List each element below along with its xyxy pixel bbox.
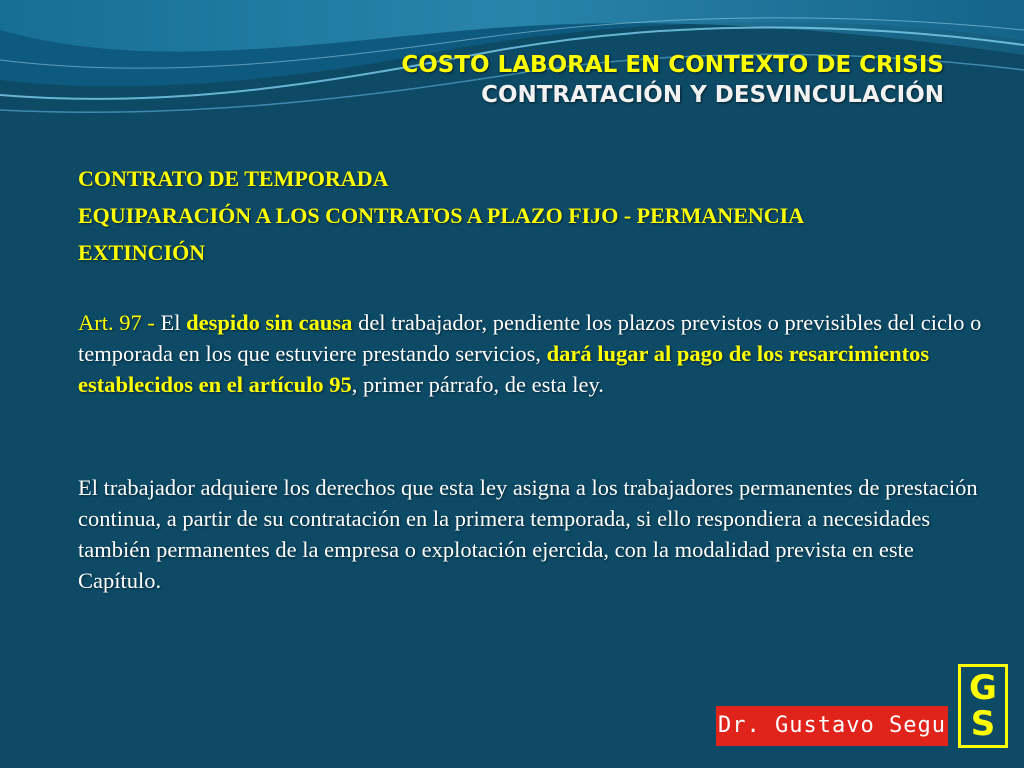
dara-highlight: dará lugar al pago de los resarcimientos establecidos en el artículo 95 [78, 341, 930, 397]
logo-letter-s: S [970, 704, 996, 744]
article-text-a: El [160, 310, 187, 335]
title-line-1: COSTO LABORAL EN CONTEXTO DE CRISIS [401, 52, 944, 78]
heading-extincion: EXTINCIÓN [78, 240, 206, 265]
heading-contrato-temporada: CONTRATO DE TEMPORADA [78, 166, 389, 191]
article-text-b: del trabajador, pendiente los plazos previstos o previsibles del ciclo o temporada en los que estuviere prestando servicios, [78, 310, 982, 366]
author-signature: Dr. Gustavo Segu [716, 706, 948, 746]
article-97-paragraph [78, 307, 998, 400]
slide-title [401, 50, 944, 110]
paragraph-derechos: El trabajador adquiere los derechos que esta ley asigna a los trabajadores permanentes de prestación continua, a partir de su contratación en la primera temporada, si ello respondiera a necesidades también permanentes de la empresa o explotación ejercida, con la modalidad prevista en este Capítulo. [78, 475, 978, 593]
gs-logo [958, 664, 1008, 748]
article-text-c: , primer párrafo, de esta ley. [351, 372, 604, 397]
article-label: Art. 97 - [78, 310, 161, 335]
section-headings [78, 160, 804, 271]
title-line-2: CONTRATACIÓN Y DESVINCULACIÓN [481, 82, 944, 108]
logo-letter-g: G [969, 668, 997, 708]
heading-equiparacion: EQUIPARACIÓN A LOS CONTRATOS A PLAZO FIJO - PERMANENCIA [78, 203, 805, 228]
despido-highlight: despido sin causa [186, 310, 353, 335]
